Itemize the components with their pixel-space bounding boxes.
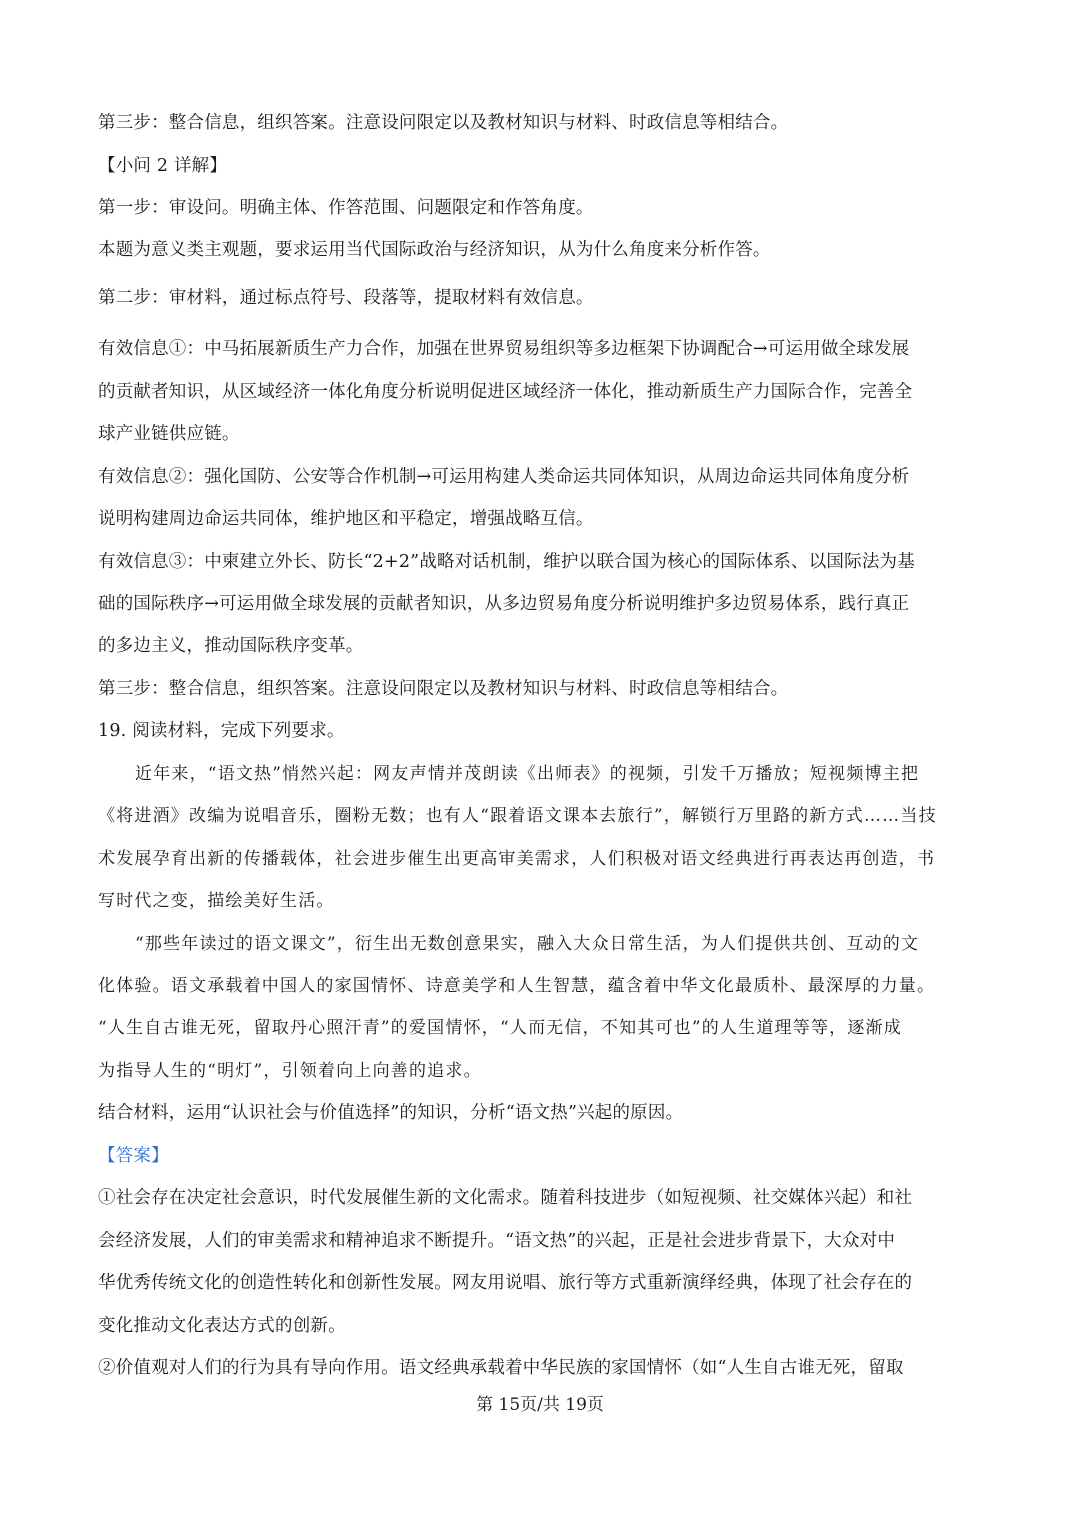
text-line: 第一步：审设问。明确主体、作答范围、问题限定和作答角度。	[98, 198, 594, 218]
answer-line: ①社会存在决定社会意识，时代发展催生新的文化需求。随着科技进步（如短视频、社交媒体兴起）和社	[98, 1188, 913, 1208]
page-number: 第 15页/共 19页	[476, 1395, 604, 1415]
text-line: 第三步：整合信息，组织答案。注意设问限定以及教材知识与材料、时政信息等相结合。	[98, 679, 789, 699]
material-line: 写时代之变，描绘美好生活。	[98, 891, 335, 911]
question-title: 19. 阅读材料，完成下列要求。	[98, 721, 345, 741]
text-line: 球产业链供应链。	[98, 424, 240, 444]
answer-line: ②价值观对人们的行为具有导向作用。语文经典承载着中华民族的家国情怀（如“人生自古谁无死，留取	[98, 1358, 904, 1378]
material-line: 《将进酒》改编为说唱音乐，圈粉无数；也有人“跟着语文课本去旅行”，解锁行万里路的新方式……当技	[98, 806, 937, 826]
material-line: 为指导人生的“明灯”，引领着向上向善的追求。	[98, 1061, 482, 1081]
text-line: 第二步：审材料，通过标点符号、段落等，提取材料有效信息。	[98, 288, 594, 308]
answer-line: 会经济发展，人们的审美需求和精神追求不断提升。“语文热”的兴起，正是社会进步背景下，大众对中	[98, 1231, 896, 1251]
material-line: “人生自古谁无死，留取丹心照汗青”的爱国情怀，“人而无信，不知其可也”的人生道理等等，逐渐成	[98, 1018, 902, 1038]
answer-heading: 【答案】	[98, 1146, 169, 1166]
question-prompt: 结合材料，运用“认识社会与价值选择”的知识，分析“语文热”兴起的原因。	[98, 1103, 684, 1123]
text-line: 本题为意义类主观题，要求运用当代国际政治与经济知识，从为什么角度来分析作答。	[98, 240, 771, 260]
material-line: 术发展孕育出新的传播载体，社会进步催生出更高审美需求，人们积极对语文经典进行再表达再创造，书	[98, 849, 936, 869]
text-line: 第三步：整合信息，组织答案。注意设问限定以及教材知识与材料、时政信息等相结合。	[98, 113, 789, 133]
material-line: “那些年读过的语文课文”，衍生出无数创意果实，融入大众日常生活，为人们提供共创、互动的文	[135, 934, 920, 954]
material-line: 近年来，“语文热”悄然兴起：网友声情并茂朗读《出师表》的视频，引发千万播放；短视频博主把	[135, 764, 920, 784]
text-line: 的多边主义，推动国际秩序变革。	[98, 636, 364, 656]
answer-line: 变化推动文化表达方式的创新。	[98, 1316, 346, 1336]
text-line: 有效信息①：中马拓展新质生产力合作，加强在世界贸易组织等多边框架下协调配合→可运用做全球发展	[98, 339, 910, 359]
text-line: 础的国际秩序→可运用做全球发展的贡献者知识，从多边贸易角度分析说明维护多边贸易体系，践行真正	[98, 594, 910, 614]
section-heading: 【小问 2 详解】	[98, 156, 228, 176]
material-line: 化体验。语文承载着中国人的家国情怀、诗意美学和人生智慧，蕴含着中华文化最质朴、最深厚的力量。	[98, 976, 936, 996]
text-line: 有效信息②：强化国防、公安等合作机制→可运用构建人类命运共同体知识，从周边命运共同体角度分析	[98, 467, 910, 487]
answer-line: 华优秀传统文化的创造性转化和创新性发展。网友用说唱、旅行等方式重新演绎经典，体现了社会存在的	[98, 1273, 913, 1293]
text-line: 有效信息③：中柬建立外长、防长“2+2”战略对话机制，维护以联合国为核心的国际体系、以国际法为基	[98, 552, 915, 572]
text-line: 说明构建周边命运共同体，维护地区和平稳定，增强战略互信。	[98, 509, 594, 529]
text-line: 的贡献者知识，从区域经济一体化角度分析说明促进区域经济一体化，推动新质生产力国际合作，完善全	[98, 382, 913, 402]
